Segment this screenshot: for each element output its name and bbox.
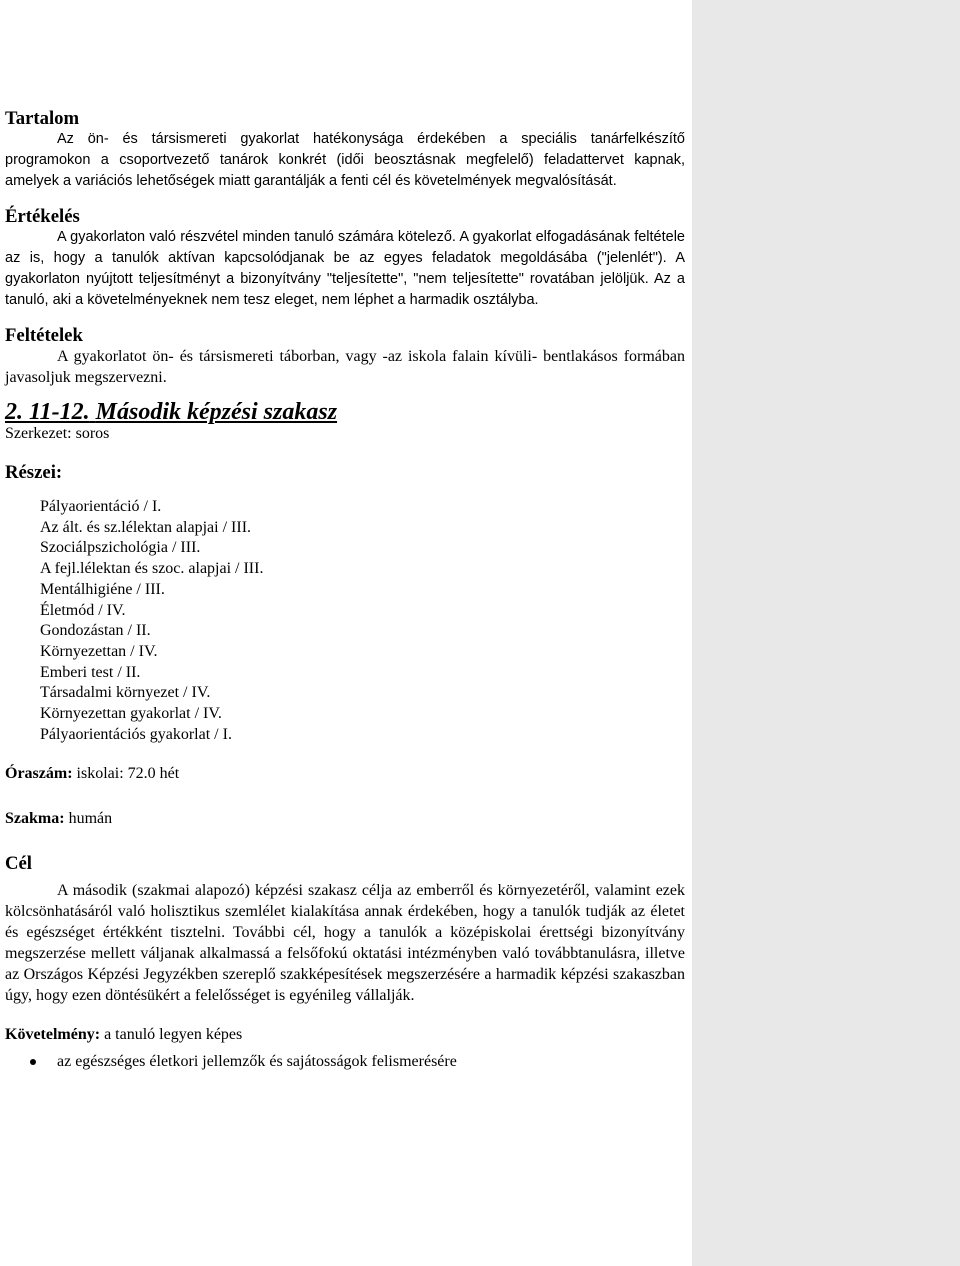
list-item: Mentálhigiéne / III. <box>40 580 165 598</box>
kovetelmeny-value: a tanuló legyen képes <box>104 1026 243 1044</box>
section-title <box>5 399 685 425</box>
comment-margin-pane <box>692 0 960 1266</box>
parts-list <box>5 497 685 745</box>
document-body <box>5 108 685 1072</box>
list-item <box>5 1051 685 1072</box>
szakma-value: humán <box>68 810 113 828</box>
szakma-line <box>5 808 685 829</box>
list-item: Szociálpszichológia / III. <box>40 539 201 557</box>
heading-ertekeles: Értékelés <box>5 206 80 227</box>
kovetelmeny-label: Követelmény: <box>5 1026 101 1044</box>
section-structure: Szerkezet: soros <box>5 425 110 442</box>
heading-tartalom: Tartalom <box>5 108 80 129</box>
paragraph-ertekeles: A gyakorlaton való részvétel minden tanuló számára kötelező. A gyakorlat elfogadásának feltétele az is, hogy a tanulók aktívan kapcsolódjanak be az egyes feladatok megoldásába ("jelenlét"). A gyakorlaton nyújtott teljesítményt a bizonyítvány "teljesítette", "nem teljesítette" rovatában jelöljük. Az a tanuló, aki a követelményeknek nem tesz eleget, nem léphet a harmadik osztályba. <box>5 229 685 308</box>
list-item: Gondozástan / II. <box>40 622 151 640</box>
list-item: A fejl.lélektan és szoc. alapjai / III. <box>40 560 264 578</box>
section-number: 2. 11-12. <box>5 399 90 425</box>
oraszam-value: iskolai: 72.0 hét <box>76 765 180 783</box>
list-item: Életmód / IV. <box>40 601 126 619</box>
heading-reszei: Részei: <box>5 462 63 483</box>
oraszam-line <box>5 763 685 784</box>
list-item: Pályaorientáció / I. <box>40 498 162 515</box>
bullet-icon <box>30 1059 36 1065</box>
paragraph-feltetelek: A gyakorlatot ön- és társismereti táborban, vagy -az iskola falain kívüli- bentlakásos formában javasoljuk megszervezni. <box>5 348 685 386</box>
list-item: Emberi test / II. <box>40 663 141 681</box>
list-item: Környezettan / IV. <box>40 642 158 660</box>
heading-feltetelek: Feltételek <box>5 325 83 346</box>
list-item: Pályaorientációs gyakorlat / I. <box>40 725 232 743</box>
kovetelmeny-line <box>5 1024 685 1045</box>
paragraph-cel: A második (szakmai alapozó) képzési szakasz célja az emberről és környezetéről, valamint ezek kölcsönhatásáról való holisztikus szemlélet kialakítása annak érdekében, hogy a tanulók tudják az életet és egészséget értékként tisztelni. További cél, hogy a tanulók a középiskolai érettségi bizonyítvány megszerzése mellett váljanak alkalmassá a felsőfokú oktatási intézményben való továbbtanulásra, illetve az Országos Képzési Jegyzékben szereplő szakképesítések megszerzésére a harmadik képzési szakaszban úgy, hogy ezen döntésükért a felelősséget is egyénileg vállalják. <box>5 882 685 1005</box>
heading-cel: Cél <box>5 853 33 875</box>
paragraph-tartalom: Az ön- és társismereti gyakorlat hatékonysága érdekében a speciális tanárfelkészítő programokon a csoportvezető tanárok konkrét (idői beosztásnak megfelelő) feladattervet kapnak, amelyek a variációs lehetőségek miatt garantálják a fenti cél és követelmények megvalósítását. <box>5 131 685 189</box>
oraszam-label: Óraszám: <box>5 765 73 783</box>
section-name: Második képzési szakasz <box>95 399 338 425</box>
list-item: Az ált. és sz.lélektan alapjai / III. <box>40 518 252 536</box>
requirement-text: az egészséges életkori jellemzők és sajátosságok felismerésére <box>57 1053 457 1071</box>
szakma-label: Szakma: <box>5 810 65 828</box>
requirements-list <box>5 1051 685 1072</box>
list-item: Társadalmi környezet / IV. <box>40 684 211 702</box>
list-item: Környezettan gyakorlat / IV. <box>40 705 222 723</box>
